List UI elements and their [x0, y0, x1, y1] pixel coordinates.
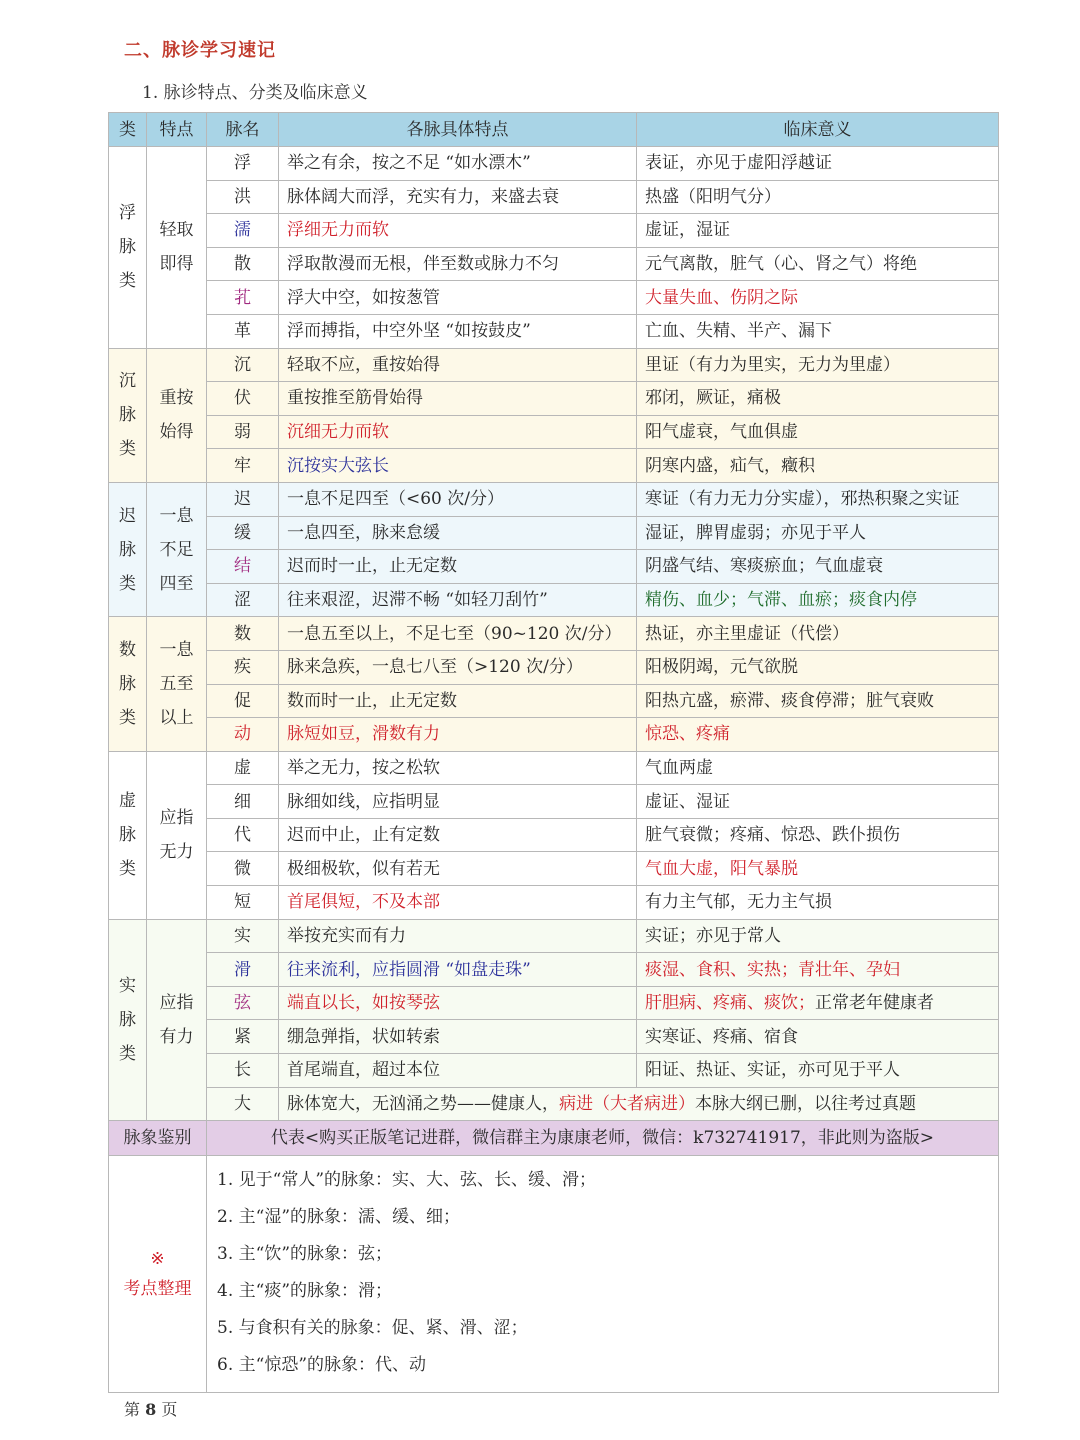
feature-cell: [147, 348, 207, 482]
pulse-description: 往来艰涩，迟滞不畅 “如轻刀刮竹”: [279, 583, 637, 617]
category-cell: [109, 919, 147, 1121]
feature-cell: [147, 919, 207, 1121]
pulse-name: 细: [207, 785, 279, 819]
pulse-name: 浮: [207, 147, 279, 181]
clinical-meaning-part: 肝胆病、疼痛、痰饮；: [645, 993, 815, 1014]
pulse-description: 首尾端直，超过本位: [279, 1054, 637, 1088]
pulse-description: 沉按实大弦长: [279, 449, 637, 483]
table-row: [109, 650, 999, 684]
clinical-meaning: 脏气衰微；疼痛、惊恐、跌仆损伤: [637, 818, 999, 852]
clinical-meaning: 大量失血、伤阴之际: [637, 281, 999, 315]
feature-label: 一息不足四至: [159, 505, 194, 594]
pulse-differentiation-label: 脉象鉴别: [109, 1121, 207, 1156]
exam-points-label: 考点整理: [123, 1279, 192, 1300]
table-row: [109, 180, 999, 214]
header-clinical-meaning: 临床意义: [637, 113, 999, 147]
exam-points-mark: ※: [150, 1249, 165, 1270]
header-category: 类: [109, 113, 147, 147]
category-label: 虚脉类: [119, 791, 136, 880]
pulse-description: 绷急弹指，状如转索: [279, 1020, 637, 1054]
pulse-name: 弦: [207, 986, 279, 1020]
clinical-meaning: 阴盛气结、寒痰瘀血；气血虚衰: [637, 550, 999, 584]
clinical-meaning: 阳气虚衰，气血俱虚: [637, 415, 999, 449]
clinical-meaning: 虚证、湿证: [637, 785, 999, 819]
clinical-meaning: 寒证（有力无力分实虚），邪热积聚之实证: [637, 482, 999, 516]
category-cell: [109, 482, 147, 616]
pulse-name: 弱: [207, 415, 279, 449]
pulse-description: 脉来急疾，一息七八至（>120 次/分）: [279, 650, 637, 684]
table-row: [109, 617, 999, 651]
table-row: [109, 818, 999, 852]
feature-cell: [147, 482, 207, 616]
clinical-meaning: 邪闭，厥证，痛极: [637, 382, 999, 416]
clinical-meaning: 亡血、失精、半产、漏下: [637, 314, 999, 348]
table-row: [109, 147, 999, 181]
pulse-table-wrap: [108, 112, 998, 1393]
pulse-name: 数: [207, 617, 279, 651]
exam-point-item: 6. 主“惊恐”的脉象：代、动: [217, 1355, 427, 1376]
pulse-name: 滑: [207, 953, 279, 987]
section-title: 二、脉诊学习速记: [124, 40, 276, 61]
feature-label: 应指有力: [159, 992, 194, 1047]
pulse-description: 端直以长，如按琴弦: [279, 986, 637, 1020]
pulse-name: 促: [207, 684, 279, 718]
clinical-meaning: 阳证、热证、实证，亦可见于平人: [637, 1054, 999, 1088]
feature-cell: [147, 147, 207, 349]
pulse-description: 脉短如豆，滑数有力: [279, 718, 637, 752]
pulse-description-part: 病进（大者病进）: [559, 1093, 695, 1114]
table-row: [109, 314, 999, 348]
table-row: [109, 281, 999, 315]
clinical-meaning: 有力主气郁，无力主气损: [637, 886, 999, 920]
table-row: [109, 1054, 999, 1088]
pulse-name: 结: [207, 550, 279, 584]
pulse-table-body: [109, 147, 999, 1121]
table-row: [109, 415, 999, 449]
table-row: [109, 550, 999, 584]
pulse-description: 脉细如线，应指明显: [279, 785, 637, 819]
clinical-meaning: 精伤、血少；气滞、血瘀；痰食内停: [637, 583, 999, 617]
table-row: [109, 852, 999, 886]
exam-point-item: 4. 主“痰”的脉象：滑；: [217, 1281, 393, 1302]
sub-title: 1. 脉诊特点、分类及临床意义: [142, 83, 368, 103]
pulse-description: 浮而搏指，中空外坚 “如按鼓皮”: [279, 314, 637, 348]
pulse-name: 迟: [207, 482, 279, 516]
pulse-name: 实: [207, 919, 279, 953]
pulse-name: 短: [207, 886, 279, 920]
table-row: [109, 1087, 999, 1121]
pulse-description: 极细极软，似有若无: [279, 852, 637, 886]
clinical-meaning: 实寒证、疼痛、宿食: [637, 1020, 999, 1054]
header-description: 各脉具体特点: [279, 113, 637, 147]
pulse-name: 芤: [207, 281, 279, 315]
clinical-meaning: 气血大虚，阳气暴脱: [637, 852, 999, 886]
pulse-name: 散: [207, 247, 279, 281]
pulse-description: 沉细无力而软: [279, 415, 637, 449]
exam-point-item: 2. 主“湿”的脉象：濡、缓、细；: [217, 1207, 461, 1228]
table-row: [109, 886, 999, 920]
exam-point-item: 5. 与食积有关的脉象：促、紧、滑、涩；: [217, 1318, 528, 1339]
clinical-meaning: 元气离散，脏气（心、肾之气）将绝: [637, 247, 999, 281]
pulse-name: 牢: [207, 449, 279, 483]
clinical-meaning: 阴寒内盛，疝气，癥积: [637, 449, 999, 483]
pulse-description-part: 脉体宽大，无汹涌之势——健康人，: [287, 1093, 559, 1114]
pulse-description: 浮细无力而软: [279, 214, 637, 248]
feature-cell: [147, 617, 207, 751]
pulse-name: 动: [207, 718, 279, 752]
clinical-meaning: 表证，亦见于虚阳浮越证: [637, 147, 999, 181]
pulse-name: 微: [207, 852, 279, 886]
exam-points-list: [207, 1156, 999, 1393]
exam-points-label-cell: [109, 1156, 207, 1393]
pulse-description: 数而时一止，止无定数: [279, 684, 637, 718]
clinical-meaning: 痰湿、食积、实热；青壮年、孕妇: [637, 953, 999, 987]
pulse-name: 紧: [207, 1020, 279, 1054]
pulse-description: 举之无力，按之松软: [279, 751, 637, 785]
pulse-name: 洪: [207, 180, 279, 214]
page-number-value: 8: [145, 1400, 157, 1419]
pulse-description: 迟而时一止，止无定数: [279, 550, 637, 584]
table-row: [109, 684, 999, 718]
page-suffix: 页: [161, 1400, 178, 1419]
table-row: [109, 482, 999, 516]
feature-label: 重按始得: [159, 388, 194, 443]
category-label: 迟脉类: [119, 505, 136, 594]
pulse-name: 疾: [207, 650, 279, 684]
category-label: 沉脉类: [119, 371, 136, 460]
pulse-name: 沉: [207, 348, 279, 382]
exam-points-row: [109, 1156, 999, 1393]
pulse-name: 涩: [207, 583, 279, 617]
table-row: [109, 382, 999, 416]
table-row: [109, 986, 999, 1020]
category-label: 数脉类: [119, 640, 136, 728]
table-row: [109, 516, 999, 550]
pulse-description: 首尾俱短，不及本部: [279, 886, 637, 920]
pulse-name: 长: [207, 1054, 279, 1088]
pulse-description: 往来流利，应指圆滑 “如盘走珠”: [279, 953, 637, 987]
feature-label: 一息五至以上: [159, 640, 194, 728]
feature-label: 轻取即得: [159, 220, 194, 275]
table-row: [109, 751, 999, 785]
pulse-description: 举按充实而有力: [279, 919, 637, 953]
exam-point-item: 3. 主“饮”的脉象：弦；: [217, 1244, 393, 1265]
pulse-name: 濡: [207, 214, 279, 248]
clinical-meaning: 气血两虚: [637, 751, 999, 785]
table-row: [109, 583, 999, 617]
feature-cell: [147, 751, 207, 919]
feature-label: 应指无力: [159, 808, 194, 863]
pulse-differentiation-text: 代表<购买正版笔记进群，微信群主为康康老师，微信：k732741917，非此则为盗版>: [207, 1121, 999, 1156]
table-row: [109, 247, 999, 281]
clinical-meaning: 热证，亦主里虚证（代偿）: [637, 617, 999, 651]
clinical-meaning: 惊恐、疼痛: [637, 718, 999, 752]
category-cell: [109, 147, 147, 349]
clinical-meaning: 阳热亢盛，瘀滞、痰食停滞；脏气衰败: [637, 684, 999, 718]
header-pulse-name: 脉名: [207, 113, 279, 147]
clinical-meaning: 热盛（阳明气分）: [637, 180, 999, 214]
table-row: [109, 785, 999, 819]
pulse-description: 脉体阔大而浮，充实有力，来盛去衰: [279, 180, 637, 214]
pulse-description: 举之有余，按之不足 “如水漂木”: [279, 147, 637, 181]
pulse-description: [279, 1087, 999, 1121]
table-row: [109, 953, 999, 987]
pulse-name: 大: [207, 1087, 279, 1121]
pulse-name: 代: [207, 818, 279, 852]
pulse-description-part: 本脉大纲已删，以往考过真题: [695, 1093, 916, 1114]
pulse-name: 缓: [207, 516, 279, 550]
pulse-name: 伏: [207, 382, 279, 416]
pulse-table: [108, 112, 999, 1393]
table-row: [109, 919, 999, 953]
pulse-description: 一息五至以上，不足七至（90~120 次/分）: [279, 617, 637, 651]
table-row: [109, 449, 999, 483]
clinical-meaning-part: 正常老年健康者: [815, 993, 934, 1014]
clinical-meaning: 里证（有力为里实，无力为里虚）: [637, 348, 999, 382]
clinical-meaning: [637, 986, 999, 1020]
clinical-meaning: 湿证，脾胃虚弱；亦见于平人: [637, 516, 999, 550]
pulse-description: 一息不足四至（<60 次/分）: [279, 482, 637, 516]
pulse-description: 浮大中空，如按葱管: [279, 281, 637, 315]
pulse-differentiation-row: [109, 1121, 999, 1156]
table-row: [109, 1020, 999, 1054]
pulse-description: 轻取不应，重按始得: [279, 348, 637, 382]
header-feature: 特点: [147, 113, 207, 147]
pulse-description: 重按推至筋骨始得: [279, 382, 637, 416]
pulse-name: 革: [207, 314, 279, 348]
category-label: 浮脉类: [119, 203, 136, 292]
pulse-description: 一息四至，脉来怠缓: [279, 516, 637, 550]
clinical-meaning: 虚证，湿证: [637, 214, 999, 248]
table-row: [109, 718, 999, 752]
clinical-meaning: 实证；亦见于常人: [637, 919, 999, 953]
table-row: [109, 214, 999, 248]
pulse-name: 虚: [207, 751, 279, 785]
exam-point-item: 1. 见于“常人”的脉象：实、大、弦、长、缓、滑；: [217, 1170, 597, 1191]
pulse-description: 迟而中止，止有定数: [279, 818, 637, 852]
page-prefix: 第: [124, 1400, 141, 1419]
table-row: [109, 348, 999, 382]
clinical-meaning: 阳极阴竭，元气欲脱: [637, 650, 999, 684]
category-cell: [109, 617, 147, 751]
pulse-description: 浮取散漫而无根，伴至数或脉力不匀: [279, 247, 637, 281]
page-number: [124, 1397, 177, 1420]
category-cell: [109, 348, 147, 482]
category-cell: [109, 751, 147, 919]
category-label: 实脉类: [119, 975, 136, 1064]
table-header-row: [109, 113, 999, 147]
